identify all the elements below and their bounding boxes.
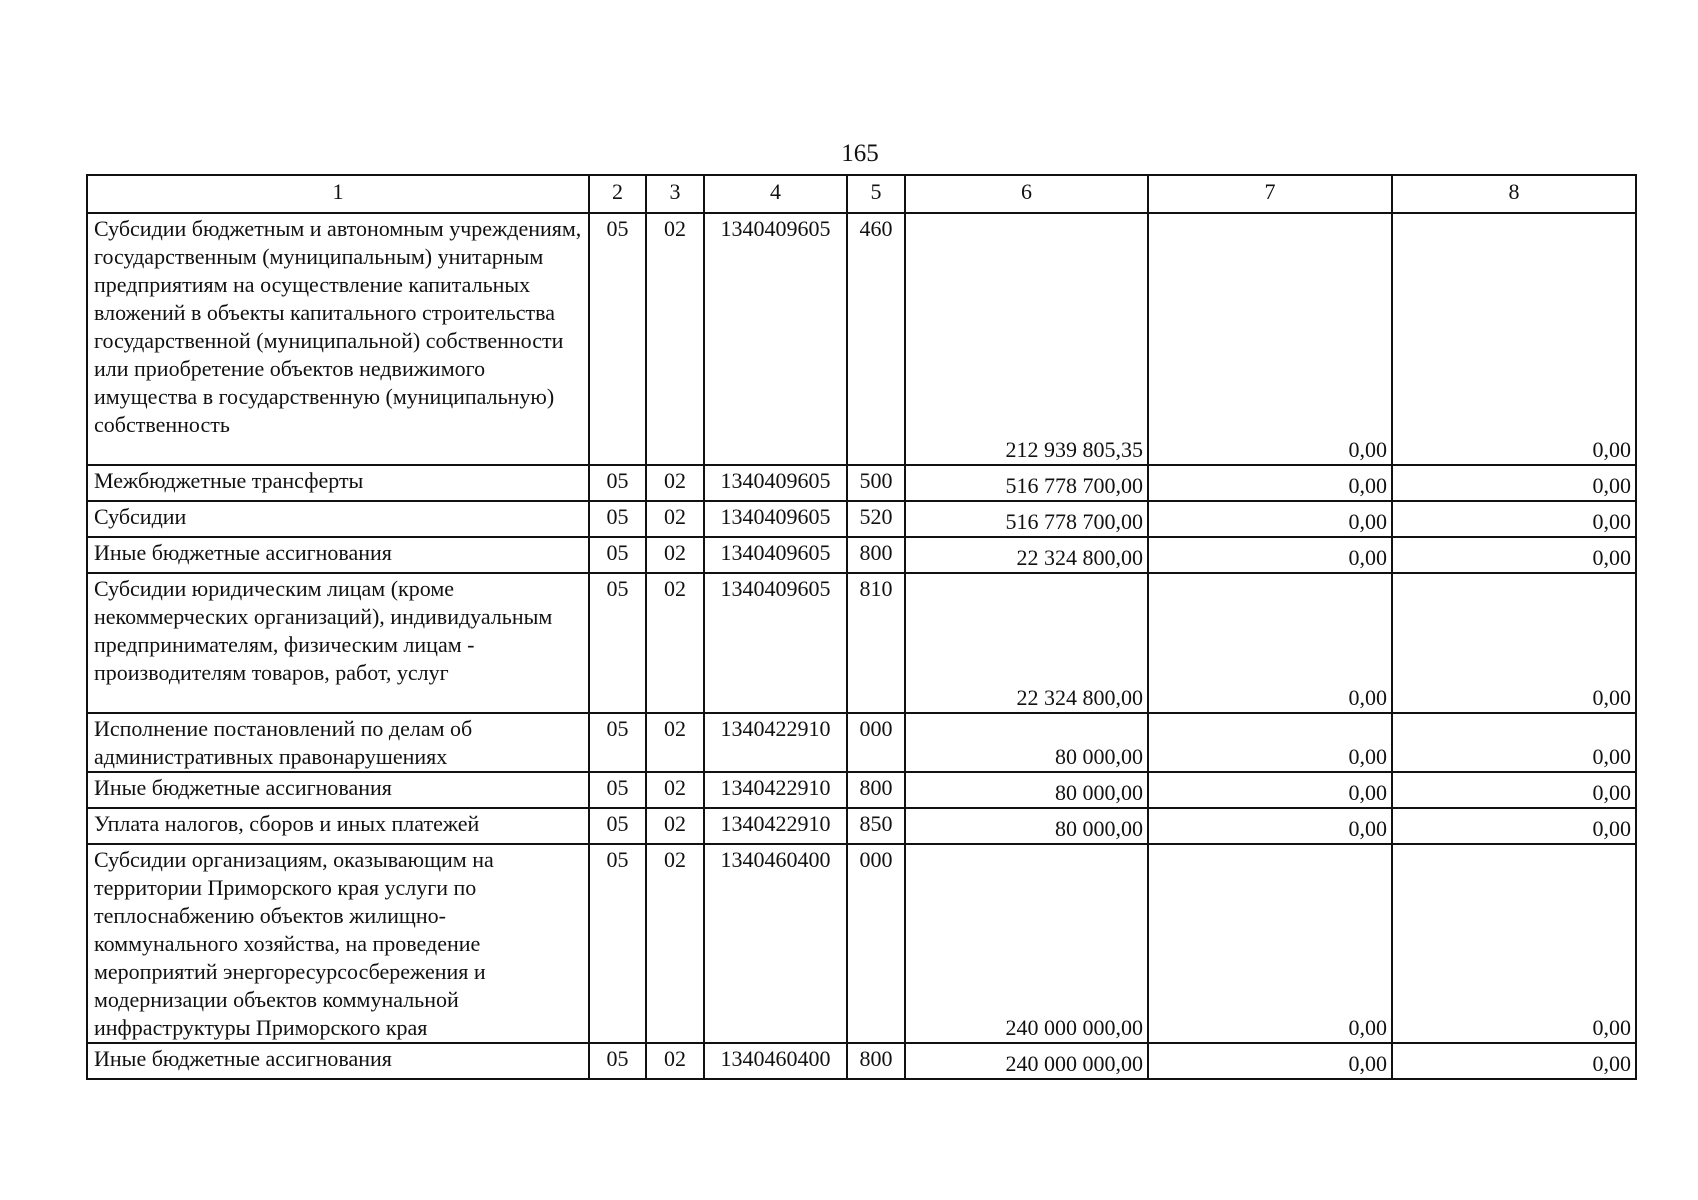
- target-article-code: 1340409605: [704, 213, 847, 465]
- table-row: [87, 1043, 1636, 1079]
- column-number-row: [87, 175, 1636, 213]
- budget-table: [86, 174, 1637, 1080]
- row-description: Субсидии организациям, оказывающим на территории Приморского края услуги по теплоснабжению объектов жилищно-коммунального хозяйства, на проведение мероприятий энергоресурсосбережения и модернизации объектов коммунальной инфраструктуры Приморского края: [87, 844, 589, 1043]
- column-header: 7: [1148, 175, 1392, 213]
- section-code: 05: [589, 465, 646, 501]
- section-code: 05: [589, 213, 646, 465]
- section-code: 05: [589, 537, 646, 573]
- table-row: [87, 501, 1636, 537]
- column-header: 8: [1392, 175, 1636, 213]
- row-description: Уплата налогов, сборов и иных платежей: [87, 808, 589, 844]
- subsection-code: 02: [646, 713, 704, 772]
- amount-col8: 0,00: [1392, 808, 1636, 844]
- amount-col6: 22 324 800,00: [905, 573, 1148, 713]
- section-code: 05: [589, 713, 646, 772]
- table-row: [87, 465, 1636, 501]
- section-code: 05: [589, 501, 646, 537]
- row-description: Иные бюджетные ассигнования: [87, 537, 589, 573]
- expense-type-code: 000: [847, 713, 905, 772]
- amount-col7: 0,00: [1148, 213, 1392, 465]
- subsection-code: 02: [646, 213, 704, 465]
- row-description: Иные бюджетные ассигнования: [87, 772, 589, 808]
- column-header: 4: [704, 175, 847, 213]
- expense-type-code: 520: [847, 501, 905, 537]
- target-article-code: 1340460400: [704, 844, 847, 1043]
- column-header: 3: [646, 175, 704, 213]
- row-description: Субсидии: [87, 501, 589, 537]
- amount-col8: 0,00: [1392, 573, 1636, 713]
- expense-type-code: 500: [847, 465, 905, 501]
- column-header: 5: [847, 175, 905, 213]
- amount-col8: 0,00: [1392, 1043, 1636, 1079]
- column-header: 1: [87, 175, 589, 213]
- expense-type-code: 800: [847, 772, 905, 808]
- section-code: 05: [589, 573, 646, 713]
- table-row: [87, 213, 1636, 465]
- amount-col7: 0,00: [1148, 1043, 1392, 1079]
- subsection-code: 02: [646, 772, 704, 808]
- subsection-code: 02: [646, 465, 704, 501]
- row-description: Иные бюджетные ассигнования: [87, 1043, 589, 1079]
- section-code: 05: [589, 844, 646, 1043]
- amount-col8: 0,00: [1392, 501, 1636, 537]
- table-row: [87, 573, 1636, 713]
- table-row: [87, 844, 1636, 1043]
- target-article-code: 1340409605: [704, 501, 847, 537]
- amount-col8: 0,00: [1392, 465, 1636, 501]
- amount-col7: 0,00: [1148, 772, 1392, 808]
- amount-col7: 0,00: [1148, 808, 1392, 844]
- target-article-code: 1340422910: [704, 713, 847, 772]
- row-description: Исполнение постановлений по делам об административных правонарушениях: [87, 713, 589, 772]
- target-article-code: 1340422910: [704, 772, 847, 808]
- subsection-code: 02: [646, 1043, 704, 1079]
- amount-col7: 0,00: [1148, 713, 1392, 772]
- amount-col7: 0,00: [1148, 465, 1392, 501]
- expense-type-code: 460: [847, 213, 905, 465]
- amount-col7: 0,00: [1148, 573, 1392, 713]
- amount-col8: 0,00: [1392, 772, 1636, 808]
- amount-col6: 212 939 805,35: [905, 213, 1148, 465]
- target-article-code: 1340460400: [704, 1043, 847, 1079]
- section-code: 05: [589, 1043, 646, 1079]
- amount-col6: 80 000,00: [905, 808, 1148, 844]
- section-code: 05: [589, 808, 646, 844]
- amount-col7: 0,00: [1148, 501, 1392, 537]
- expense-type-code: 850: [847, 808, 905, 844]
- column-header: 2: [589, 175, 646, 213]
- target-article-code: 1340409605: [704, 465, 847, 501]
- amount-col6: 80 000,00: [905, 772, 1148, 808]
- amount-col6: 240 000 000,00: [905, 1043, 1148, 1079]
- subsection-code: 02: [646, 501, 704, 537]
- expense-type-code: 810: [847, 573, 905, 713]
- table-row: [87, 808, 1636, 844]
- amount-col8: 0,00: [1392, 537, 1636, 573]
- target-article-code: 1340422910: [704, 808, 847, 844]
- section-code: 05: [589, 772, 646, 808]
- row-description: Субсидии бюджетным и автономным учреждениям, государственным (муниципальным) унитарным предприятиям на осуществление капитальных вложений в объекты капитального строительства государственной (муниципальной) собственности или приобретение объектов недвижимого имущества в государственную (муниципальную) собственность: [87, 213, 589, 465]
- column-header: 6: [905, 175, 1148, 213]
- amount-col8: 0,00: [1392, 713, 1636, 772]
- expense-type-code: 800: [847, 1043, 905, 1079]
- row-description: Субсидии юридическим лицам (кроме некоммерческих организаций), индивидуальным предпринимателям, физическим лицам - производителям товаров, работ, услуг: [87, 573, 589, 713]
- amount-col7: 0,00: [1148, 844, 1392, 1043]
- amount-col8: 0,00: [1392, 213, 1636, 465]
- subsection-code: 02: [646, 537, 704, 573]
- amount-col6: 240 000 000,00: [905, 844, 1148, 1043]
- amount-col6: 516 778 700,00: [905, 501, 1148, 537]
- expense-type-code: 800: [847, 537, 905, 573]
- amount-col7: 0,00: [1148, 537, 1392, 573]
- expense-type-code: 000: [847, 844, 905, 1043]
- subsection-code: 02: [646, 844, 704, 1043]
- target-article-code: 1340409605: [704, 573, 847, 713]
- amount-col6: 22 324 800,00: [905, 537, 1148, 573]
- table-row: [87, 537, 1636, 573]
- amount-col8: 0,00: [1392, 844, 1636, 1043]
- subsection-code: 02: [646, 573, 704, 713]
- subsection-code: 02: [646, 808, 704, 844]
- page-number: 165: [841, 140, 879, 167]
- target-article-code: 1340409605: [704, 537, 847, 573]
- amount-col6: 516 778 700,00: [905, 465, 1148, 501]
- table-row: [87, 772, 1636, 808]
- table-row: [87, 713, 1636, 772]
- amount-col6: 80 000,00: [905, 713, 1148, 772]
- row-description: Межбюджетные трансферты: [87, 465, 589, 501]
